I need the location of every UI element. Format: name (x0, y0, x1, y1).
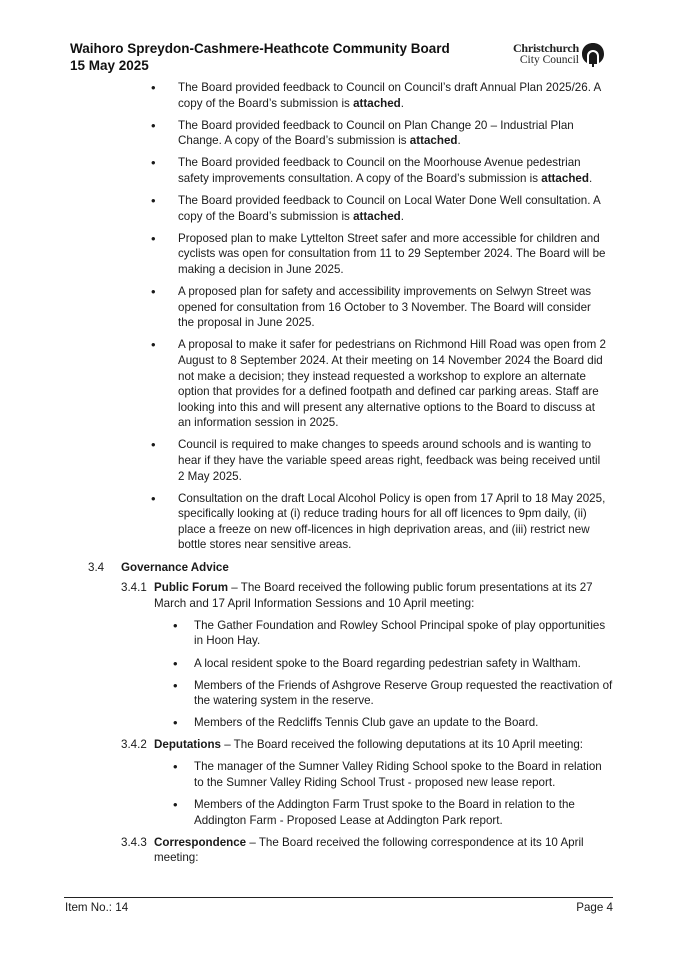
section-title: Governance Advice (121, 560, 229, 574)
list-item: • A local resident spoke to the Board regarding pedestrian safety in Waltham. (0, 656, 675, 672)
list-item: • The Board provided feedback to Council on Council’s draft Annual Plan 2025/26. A copy of the Board’s submission is attached. (0, 80, 675, 111)
document-body (0, 80, 675, 873)
list-item: • A proposal to make it safer for pedestrians on Richmond Hill Road was open from 2 August to 8 September 2024. At their meeting on 14 November 2024 the Board did not make a decision; they instead requested a workshop to explore an alternate option that provides for a defined footpath and defined car parking areas. Staff are looking into this and will present any alternative options to the Board to discuss at an information session in 2025. (0, 337, 675, 431)
section-heading (0, 560, 675, 576)
feedback-list (0, 80, 675, 553)
list-item: • The Board provided feedback to Council on Plan Change 20 – Industrial Plan Change. A copy of the Board’s submission is attached. (0, 118, 675, 149)
section-number: 3.4 (88, 560, 105, 574)
logo-line1: Christchurch (512, 41, 579, 55)
list-item: • The Board provided feedback to Council on the Moorhouse Avenue pedestrian safety improvements consultation. A copy of the Board’s submission is attached. (0, 155, 675, 186)
subsection-number: 3.4.1 (121, 581, 147, 595)
subsection-number: 3.4.2 (121, 738, 147, 752)
list-item: • Council is required to make changes to speeds around schools and is wanting to hear if they have the variable speed areas right, feedback was being received until 2 May 2025. (0, 437, 675, 484)
item-number: Item No.: 14 (65, 901, 129, 914)
list-item: • The Gather Foundation and Rowley School Principal spoke of play opportunities in Hoon Hay. (0, 618, 675, 649)
subsection-title: Deputations (154, 738, 221, 752)
list-item: • Members of the Friends of Ashgrove Reserve Group requested the reactivation of the watering system in the reserve. (0, 678, 675, 709)
subsection-number: 3.4.3 (121, 835, 147, 849)
public-forum-list (0, 618, 675, 731)
list-item: • Members of the Redcliffs Tennis Club gave an update to the Board. (0, 715, 675, 731)
page-header (70, 40, 605, 76)
board-name: Waihoro Spreydon-Cashmere-Heathcote Community Board (70, 41, 450, 56)
list-item: • The manager of the Sumner Valley Riding School spoke to the Board in relation to the Sumner Valley Riding School Trust - proposed new lease report. (0, 759, 675, 790)
deputations-paragraph: 3.4.2 Deputations – The Board received the following deputations at its 10 April meeting: (121, 738, 583, 752)
correspondence-paragraph: 3.4.3 Correspondence – The Board received the following correspondence at its 10 April meeting: (121, 835, 584, 865)
subsection-title: Correspondence (154, 835, 247, 849)
logo-line2: City Council (519, 54, 579, 66)
meeting-date: 15 May 2025 (70, 58, 149, 73)
list-item: • A proposed plan for safety and accessibility improvements on Selwyn Street was opened for consultation from 16 October to 3 November. The Board will consider the proposal in June 2025. (0, 284, 675, 331)
page-footer (64, 897, 613, 914)
list-item: • Consultation on the draft Local Alcohol Policy is open from 17 April to 18 May 2025, specifically looking at (i) reduce trading hours for all off licences to 9pm daily, (ii) place a freeze on new off-licences in high deprivation areas, and (iii) restrict new bottle stores near sensitive areas. (0, 491, 675, 553)
list-item: • The Board provided feedback to Council on Local Water Done Well consultation. A copy of the Board’s submission is attached. (0, 193, 675, 224)
list-item: • Proposed plan to make Lyttelton Street safer and more accessible for children and cyclists was open for consultation from 11 to 29 September 2024. The Board will be making a decision in June 2025. (0, 231, 675, 278)
deputations-list (0, 759, 675, 828)
page-number: Page 4 (576, 901, 613, 914)
subsection-title: Public Forum (154, 581, 229, 595)
council-logo (495, 42, 605, 70)
list-item: • Members of the Addington Farm Trust spoke to the Board in relation to the Addington Farm - Proposed Lease at Addington Park report. (0, 797, 675, 828)
public-forum-paragraph: 3.4.1 Public Forum – The Board received the following public forum presentations at its 27 March and 17 April Information Sessions and 10 April meeting: (121, 581, 593, 610)
christchurch-city-council-emblem-icon (581, 42, 605, 68)
